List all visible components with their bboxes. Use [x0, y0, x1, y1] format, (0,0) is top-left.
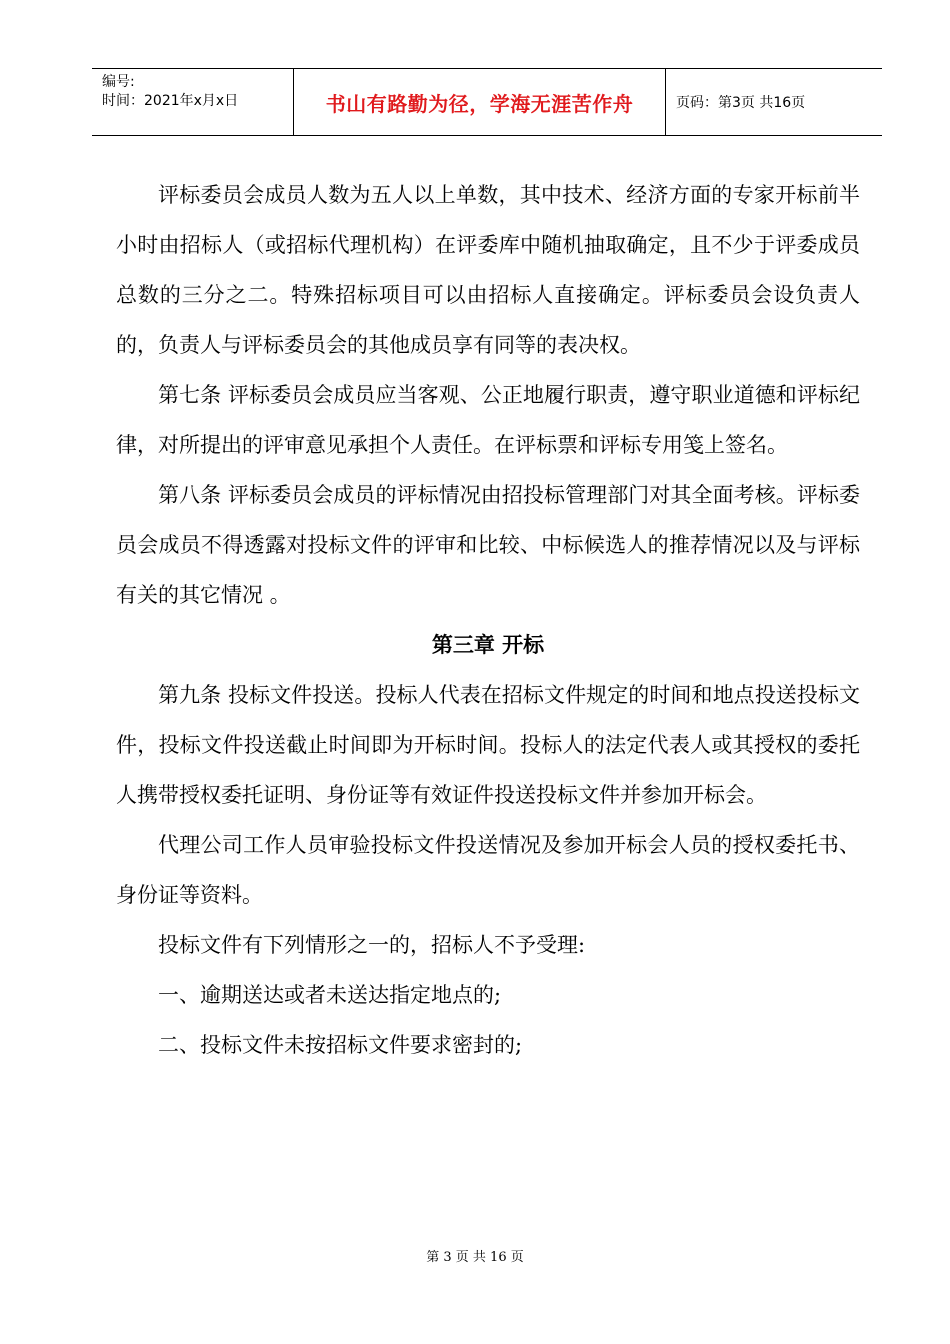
paragraph: 第九条 投标文件投送。投标人代表在招标文件规定的时间和地点投送投标文件，投标文件投送截止时间即为开标时间。投标人的法定代表人或其授权的委托人携带授权委托证明、身份证等有效证件投送投标文件并参加开标会。 — [116, 683, 860, 807]
motto-text: 书山有路勤为径，学海无涯苦作舟 — [325, 91, 634, 116]
header-motto-cell — [294, 69, 666, 135]
page-footer: 第 3 页 共 16 页 — [426, 1250, 524, 1265]
header-page-info — [666, 69, 882, 135]
paragraph: 二、投标文件未按招标文件要求密封的; — [158, 1033, 523, 1057]
paragraph: 第七条 评标委员会成员应当客观、公正地履行职责，遵守职业道德和评标纪律，对所提出的评审意见承担个人责任。在评标票和评标专用笺上签名。 — [116, 383, 860, 457]
time-label: 时间：2021年x月x日 — [102, 93, 239, 109]
page-header — [92, 68, 882, 136]
code-label: 编号: — [102, 74, 135, 90]
document-body — [116, 170, 860, 1070]
paragraph: 评标委员会成员人数为五人以上单数，其中技术、经济方面的专家开标前半小时由招标人（或招标代理机构）在评委库中随机抽取确定，且不少于评委成员总数的三分之二。特殊招标项目可以由招标人直接确定。评标委员会设负责人的，负责人与评标委员会的其他成员享有同等的表决权。 — [116, 183, 860, 357]
paragraph: 一、逾期送达或者未送达指定地点的; — [158, 983, 502, 1007]
paragraph: 代理公司工作人员审验投标文件投送情况及参加开标会人员的授权委托书、身份证等资料。 — [116, 833, 860, 907]
paragraph: 投标文件有下列情形之一的，招标人不予受理: — [158, 933, 586, 957]
chapter-title: 第三章 开标 — [431, 633, 545, 657]
paragraph: 第八条 评标委员会成员的评标情况由招投标管理部门对其全面考核。评标委员会成员不得透露对投标文件的评审和比较、中标候选人的推荐情况以及与评标有关的其它情况 。 — [116, 483, 860, 607]
page-info-text: 页码：第3页 共16页 — [676, 95, 806, 111]
header-meta — [92, 69, 294, 135]
